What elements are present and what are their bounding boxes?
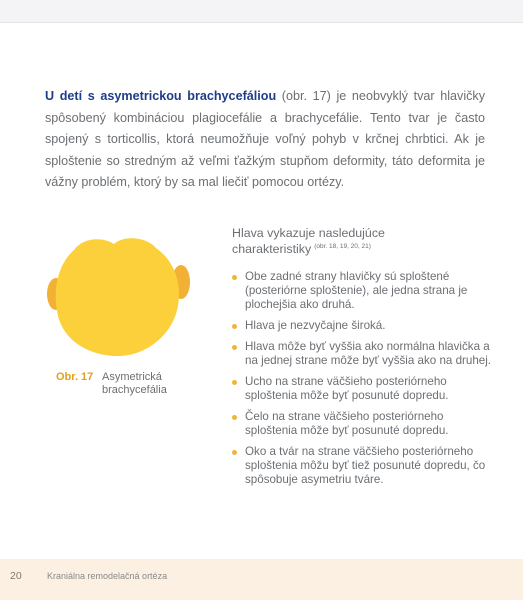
bullet-dot-icon <box>232 345 237 350</box>
list-item-text: Obe zadné strany hlavičky sú sploštené (posteriórne sploštenie), ale jedna strana je plochejšia ako druhá. <box>245 270 468 311</box>
top-band <box>0 0 523 23</box>
list-item <box>232 445 492 487</box>
list-item <box>232 319 492 333</box>
characteristics-list <box>232 270 492 494</box>
head-illustration <box>44 232 194 360</box>
page-footer <box>0 559 523 600</box>
list-item <box>232 375 492 403</box>
figure-number: Obr. 17 <box>56 371 94 383</box>
characteristics-refs: (obr. 18, 19, 20, 21) <box>314 243 371 250</box>
head-shape <box>56 238 179 356</box>
bullet-dot-icon <box>232 450 237 455</box>
bullet-dot-icon <box>232 380 237 385</box>
intro-lead: U detí s asymetrickou brachycefáliou <box>45 89 277 103</box>
bullet-dot-icon <box>232 324 237 329</box>
characteristics-title <box>232 226 472 256</box>
bullet-dot-icon <box>232 275 237 280</box>
intro-body: (obr. 17) je neobvyklý tvar hlavičky spôsobený kombináciou plagiocefálie a brachycefálie. Tento tvar je často spojený s torticollis, ktorá neumožňuje voľný pohyb v krčnej chrbtici. Ak je sploštenie so stredným až veľmi ťažkým stupňom deformity, táto deformita je vážny problém, ktorý by sa mal liečiť pomocou ortézy. <box>45 89 486 189</box>
figure-caption-text: Asymetrická brachycefália <box>102 371 167 396</box>
intro-paragraph <box>45 86 485 194</box>
list-item-text: Hlava je nezvyčajne široká. <box>245 319 386 332</box>
list-item <box>232 270 492 312</box>
list-item <box>232 410 492 438</box>
characteristics-heading: Hlava vykazuje nasledujúce charakteristiky <box>232 226 385 256</box>
list-item-text: Ucho na strane väčšieho posteriórneho sploštenia môže byť posunuté dopredu. <box>245 375 449 402</box>
footer-title: Kraniálna remodelačná ortéza <box>47 571 168 581</box>
page-number: 20 <box>10 570 22 582</box>
list-item-text: Oko a tvár na strane väčšieho posteriórneho sploštenia môžu byť tiež posunuté dopredu, čo spôsobuje asymetriu tváre. <box>245 445 486 486</box>
list-item-text: Hlava môže byť vyššia ako normálna hlavička a na jednej strane môže byť vyššia ako na druhej. <box>245 340 492 367</box>
bullet-dot-icon <box>232 415 237 420</box>
list-item <box>232 340 492 368</box>
list-item-text: Čelo na strane väčšieho posteriórneho sploštenia môže byť posunuté dopredu. <box>245 410 449 437</box>
